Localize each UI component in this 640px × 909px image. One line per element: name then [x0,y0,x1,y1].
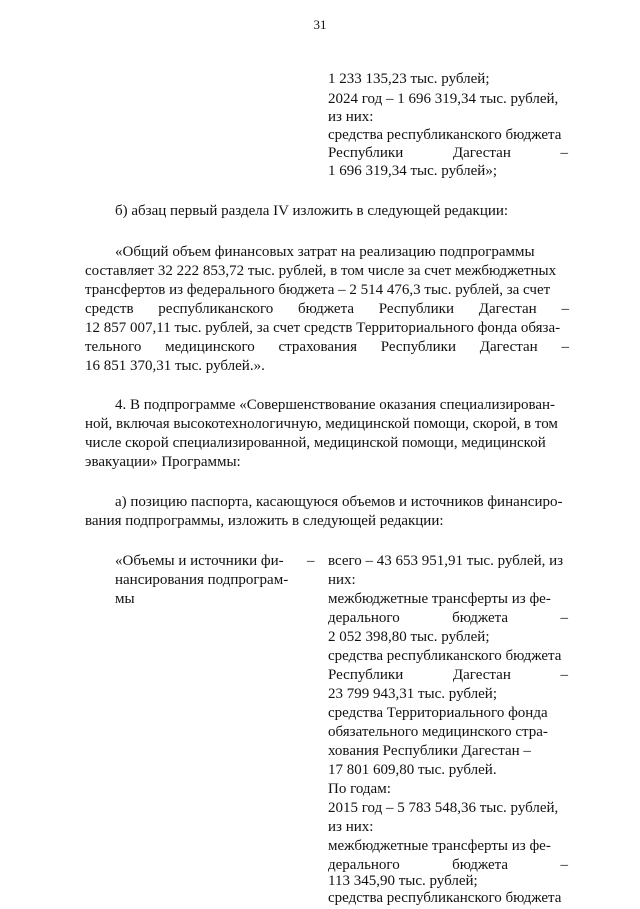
table-value-line-justified [328,666,568,685]
table-value-line: 23 799 943,31 тыс. рублей; [328,686,497,702]
word: тельного [85,339,142,355]
table-value-line: межбюджетные трансферты из фе- [328,591,551,607]
text-line: числе скорой специализированной, медицинской помощи, медицинской [85,435,546,451]
table-value-line: межбюджетные трансферты из фе- [328,838,551,854]
word: Республики [380,339,456,355]
word: – [561,301,569,317]
text-line-justified [85,338,569,357]
word: республиканского [158,301,274,317]
text-line: 16 851 370,31 тыс. рублей.». [85,358,265,374]
word: медицинского [165,339,255,355]
word: – [560,667,568,683]
text-line: 1 696 319,34 тыс. рублей»; [328,163,497,179]
word: Республики [328,667,404,683]
table-value-line: из них: [328,819,374,835]
text-line: средства республиканского бюджета [328,127,562,143]
word: средств [85,301,134,317]
word: – [560,610,568,626]
word: Дагестан [478,301,537,317]
text-line: 2024 год – 1 696 319,34 тыс. рублей, [328,91,559,107]
word: бюджета [452,610,509,626]
table-value-line: средства республиканского бюджета [328,890,562,906]
table-value-line: всего – 43 653 951,91 тыс. рублей, из [328,553,564,569]
word: бюджета [298,301,354,317]
word: – [561,339,569,355]
table-value-line: 2 052 398,80 тыс. рублей; [328,629,490,645]
table-value-line: средства республиканского бюджета [328,648,562,664]
word: – [560,145,568,161]
word: Республики [328,145,404,161]
page-number: 31 [313,17,327,32]
table-value-line: По годам: [328,781,391,797]
table-value-line: 113 345,90 тыс. рублей; [328,873,478,889]
word: дерального [328,610,400,626]
text-line: из них: [328,109,374,125]
text-line: 1 233 135,23 тыс. рублей; [328,71,490,87]
text-line-justified [328,144,568,163]
table-dash: – [307,553,315,569]
word: страхования [278,339,357,355]
text-line: 4. В подпрограмме «Совершенствование оказания специализирован- [115,397,556,413]
text-line: «Общий объем финансовых затрат на реализацию подпрограммы [115,244,535,260]
table-label-line: мы [115,591,135,607]
text-line: ной, включая высокотехнологичную, медицинской помощи, скорой, в том [85,416,558,432]
word: Республики [378,301,454,317]
text-line: вания подпрограммы, изложить в следующей редакции: [85,513,444,529]
table-value-line: хования Республики Дагестан – [328,743,531,759]
text-line: эвакуации» Программы: [85,454,241,470]
table-value-line: 17 801 609,80 тыс. рублей. [328,762,497,778]
word: Дагестан [452,667,511,683]
text-line: составляет 32 222 853,72 тыс. рублей, в том числе за счет межбюджетных [85,263,557,279]
table-value-line: них: [328,572,356,588]
paragraph-b: б) абзац первый раздела IV изложить в следующей редакции: [115,203,509,219]
text-line: а) позицию паспорта, касающуюся объемов и источников финансиро- [115,494,563,510]
text-line: трансфертов из федерального бюджета – 2 514 476,3 тыс. рублей, за счет [85,282,551,298]
text-line-justified [85,300,569,319]
word: бюджета [452,857,509,873]
table-label-line: «Объемы и источники фи- [115,553,284,569]
word: – [560,857,568,873]
table-value-line: обязательного медицинского стра- [328,724,548,740]
word: Дагестан [479,339,538,355]
table-value-line: 2015 год – 5 783 548,36 тыс. рублей, [328,800,559,816]
table-value-line-justified [328,609,568,628]
table-value-line: средства Территориального фонда [328,705,548,721]
table-label-line: нансирования подпрограм- [115,572,289,588]
word: дерального [328,857,400,873]
word: Дагестан [452,145,511,161]
text-line: 12 857 007,11 тыс. рублей, за счет средств Территориального фонда обяза- [85,320,561,336]
